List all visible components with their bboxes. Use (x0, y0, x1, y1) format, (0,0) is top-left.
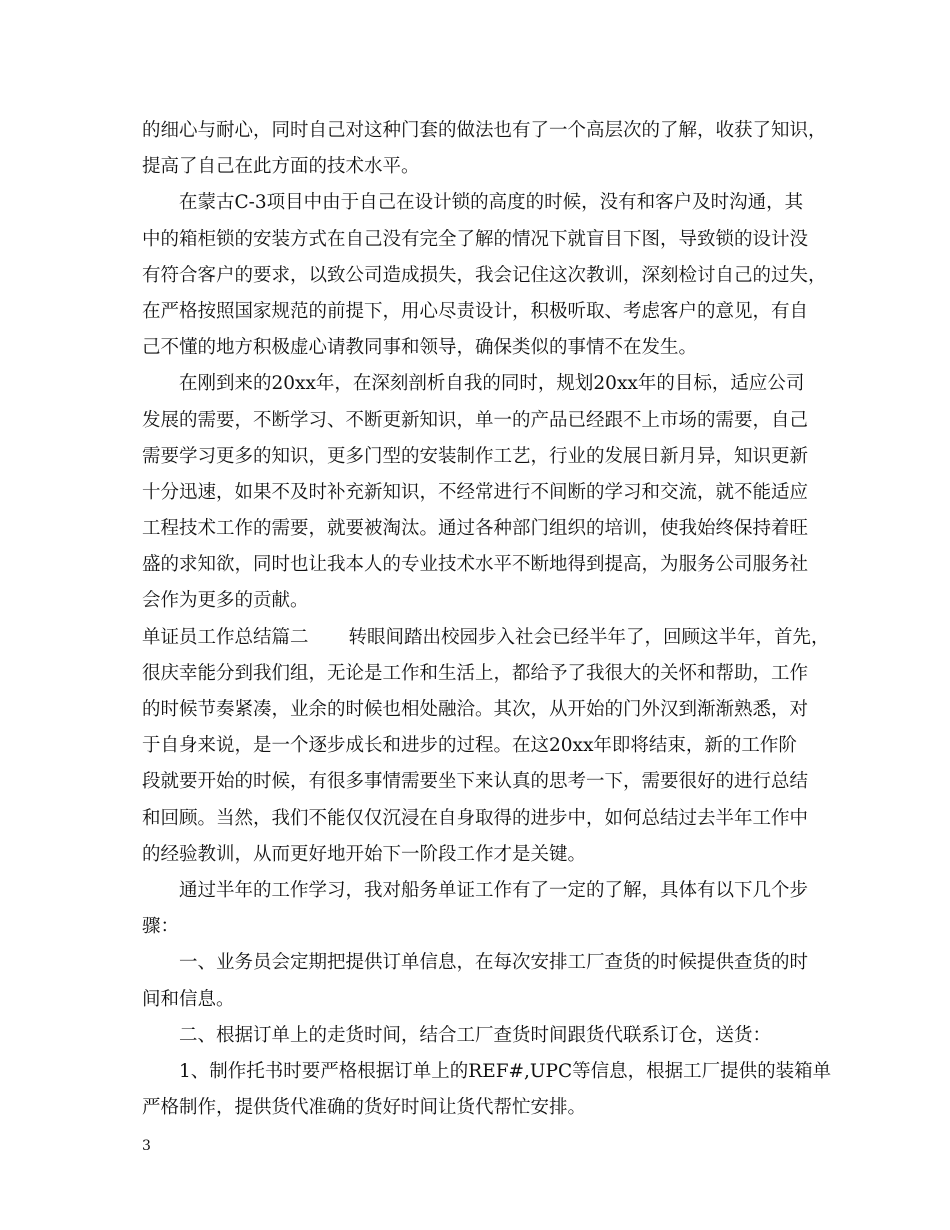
section-heading-line (142, 620, 830, 656)
text-line: 和回顾。当然，我们不能仅仅沉浸在自身取得的进步中，如何总结过去半年工作中 (142, 807, 809, 829)
text-line: 在蒙古C-3项目中由于自己在设计锁的高度的时候，没有和客户及时沟通，其 (179, 192, 804, 214)
text-line: 间和信息。 (142, 988, 235, 1010)
text-line: 的时候节奏紧凑，业余的时候也相处融洽。其次，从开始的门外汉到渐渐熟悉，对 (142, 699, 809, 720)
text-line: 骤： (142, 916, 180, 938)
text-line: 中的箱柜锁的安装方式在自己没有完全了解的情况下就盲目下图，导致锁的设计没 (142, 228, 809, 250)
text-line: 1、制作托书时要严格根据订单上的REF#,UPC等信息，根据工厂提供的装箱单 (179, 1060, 832, 1082)
text-line: 发展的需要，不断学习、不断更新知识，单一的产品已经跟不上市场的需要，自己 (142, 409, 809, 431)
text-line: 很庆幸能分到我们组，无论是工作和生活上，都给予了我很大的关怀和帮助，工作 (142, 662, 809, 684)
page-number: 3 (142, 1138, 151, 1154)
text-line: 于自身来说，是一个逐步成长和进步的过程。在这20xx年即将结束，新的工作阶 (142, 735, 797, 757)
text-line: 的细心与耐心，同时自己对这种门套的做法也有了一个高层次的了解，收获了知识， (142, 120, 827, 141)
text-line: 十分迅速，如果不及时补充新知识，不经常进行不间断的学习和交流，就不能适应 (142, 481, 809, 503)
text-line: 工程技术工作的需要，就要被淘汰。通过各种部门组织的培训，使我始终保持着旺 (142, 518, 809, 540)
text-line: 盛的求知欲，同时也让我本人的专业技术水平不断地得到提高，为服务公司服务社 (142, 554, 809, 576)
text-line: 严格制作，提供货代准确的货好时间让货代帮忙安排。 (142, 1097, 587, 1119)
text-line: 通过半年的工作学习，我对船务单证工作有了一定的了解，具体有以下几个步 (179, 879, 809, 901)
text-line: 二、根据订单上的走货时间，结合工厂查货时间跟货代联系订仓，送货： (179, 1024, 772, 1046)
text-line: 一、业务员会定期把提供订单信息，在每次安排工厂查货的时候提供查货的时 (179, 952, 809, 974)
body-text (142, 113, 832, 1126)
text-line: 有符合客户的要求，以致公司造成损失，我会记住这次教训，深刻检讨自己的过失， (142, 264, 827, 286)
text-line: 转眼间踏出校园步入社会已经半年了，回顾这半年，首先， (348, 626, 830, 648)
text-line: 提高了自己在此方面的技术水平。 (142, 156, 420, 178)
text-line: 在严格按照国家规范的前提下，用心尽责设计，积极听取、考虑客户的意见，有自 (142, 300, 809, 322)
text-line: 在刚到来的20xx年，在深刻剖析自我的同时，规划20xx年的目标，适应公司 (179, 373, 805, 395)
text-line: 段就要开始的时候，有很多事情需要坐下来认真的思考一下，需要很好的进行总结 (142, 771, 809, 793)
text-line: 的经验教训，从而更好地开始下一阶段工作才是关键。 (142, 843, 587, 865)
section-heading: 单证员工作总结篇二 (142, 626, 309, 648)
text-line: 会作为更多的贡献。 (142, 590, 309, 612)
text-line: 需要学习更多的知识，更多门型的安装制作工艺，行业的发展日新月异，知识更新 (142, 445, 809, 467)
text-line: 己不懂的地方积极虚心请教同事和领导，确保类似的事情不在发生。 (142, 337, 698, 359)
